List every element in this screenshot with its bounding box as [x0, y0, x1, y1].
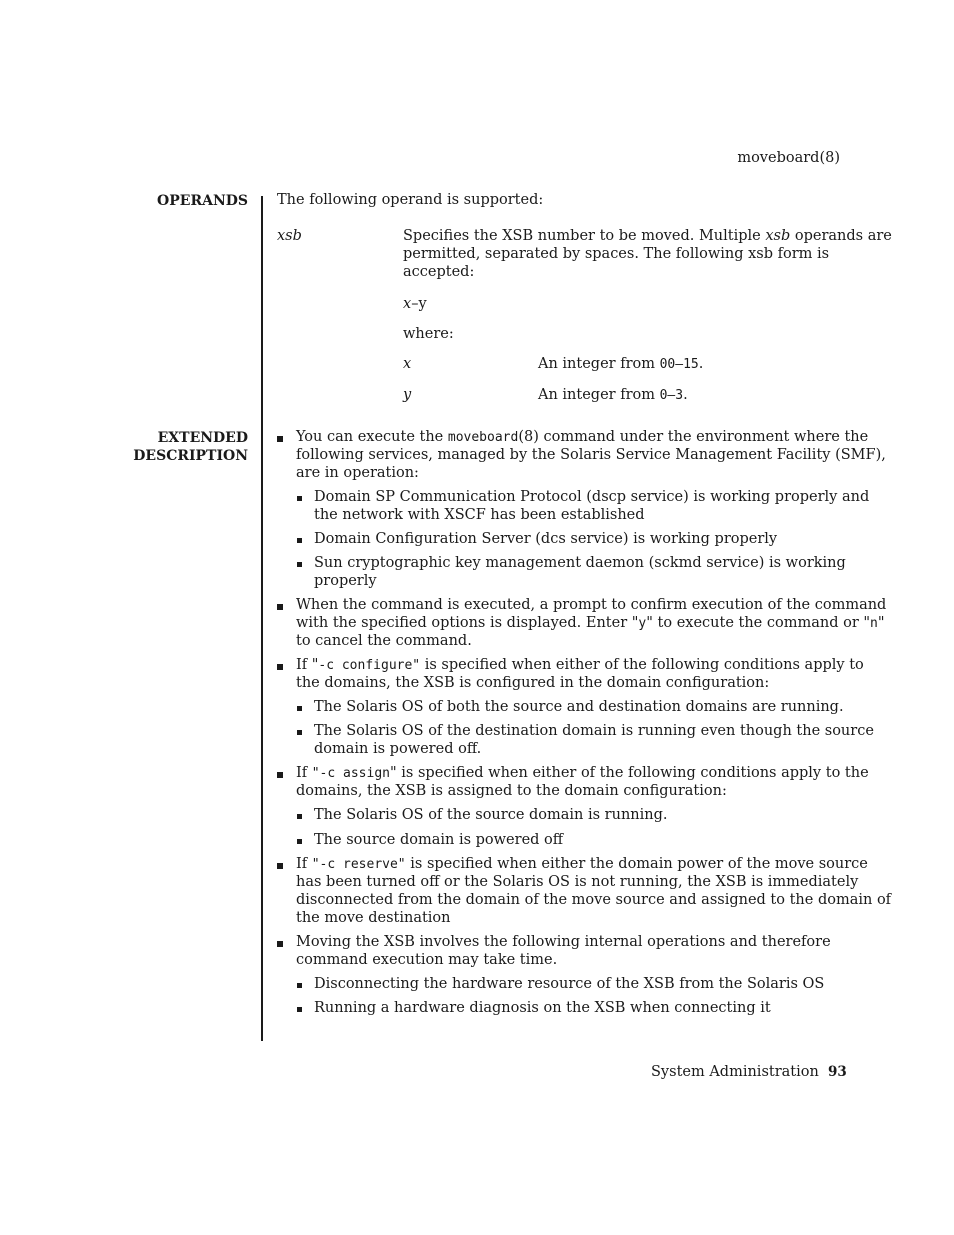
sub-bullet-marker — [297, 562, 302, 567]
sub-bullet-1-1-line-2: the network with XSCF has been established — [314, 507, 645, 523]
operand-form: x–y — [403, 296, 427, 312]
operands-heading: OPERANDS — [157, 193, 248, 209]
heading-line-2: DESCRIPTION — [133, 448, 248, 464]
bullet-marker — [277, 863, 283, 869]
sub-bullet-1-3-line-1: Sun cryptographic key management daemon (sckmd service) is working — [314, 555, 846, 571]
sub-bullet-marker — [297, 814, 302, 819]
page-number: 93 — [828, 1064, 847, 1080]
sub-bullet-6-1: Disconnecting the hardware resource of the XSB from the Solaris OS — [314, 976, 825, 992]
sub-bullet-marker — [297, 706, 302, 711]
bullet-2-line-3: to cancel the command. — [296, 633, 472, 649]
section-rule — [261, 196, 263, 1041]
bullet-marker — [277, 436, 283, 442]
bullet-4-line-1: If "-c assign" is specified when either of the following conditions apply to the — [296, 765, 869, 781]
bullet-6-line-2: command execution may take time. — [296, 952, 558, 968]
def-term-y: y — [403, 387, 412, 403]
extended-description-heading — [133, 429, 248, 465]
operand-desc-line-1: Specifies the XSB number to be moved. Multiple xsb operands are — [403, 228, 892, 244]
operand-desc-line-2: permitted, separated by spaces. The following xsb form is — [403, 246, 830, 262]
operands-intro: The following operand is supported: — [277, 192, 544, 208]
operand-term: xsb — [277, 228, 302, 244]
bullet-2-line-2: with the specified options is displayed. Enter "y" to execute the command or "n" — [296, 615, 885, 631]
def-term-x: x — [403, 356, 412, 372]
def-text-x: An integer from 00–15. — [538, 356, 704, 372]
heading-line-1: EXTENDED — [157, 430, 248, 446]
bullet-1-line-2: following services, managed by the Solaris Service Management Facility (SMF), — [296, 447, 886, 463]
sub-bullet-4-2: The source domain is powered off — [314, 832, 564, 848]
bullet-3-line-1: If "-c configure" is specified when either of the following conditions apply to — [296, 657, 864, 673]
sub-bullet-1-1-line-1: Domain SP Communication Protocol (dscp service) is working properly and — [314, 489, 870, 505]
sub-bullet-marker — [297, 1007, 302, 1012]
bullet-marker — [277, 664, 283, 670]
bullet-4-line-2: domains, the XSB is assigned to the domain configuration: — [296, 783, 727, 799]
running-header: moveboard(8) — [737, 150, 840, 166]
bullet-5-line-2: has been turned off or the Solaris OS is not running, the XSB is immediately — [296, 874, 859, 890]
footer-label: System Administration — [651, 1064, 819, 1080]
sub-bullet-3-1: The Solaris OS of both the source and destination domains are running. — [314, 699, 844, 715]
sub-bullet-marker — [297, 730, 302, 735]
bullet-5-line-3: disconnected from the domain of the move source and assigned to the domain of — [296, 892, 892, 908]
bullet-3-line-2: the domains, the XSB is configured in the domain configuration: — [296, 675, 770, 691]
sub-bullet-1-2: Domain Configuration Server (dcs service) is working properly — [314, 531, 778, 547]
sub-bullet-marker — [297, 538, 302, 543]
bullet-marker — [277, 604, 283, 610]
sub-bullet-3-2-line-1: The Solaris OS of the destination domain is running even though the source — [314, 723, 874, 739]
bullet-marker — [277, 772, 283, 778]
bullet-2-line-1: When the command is executed, a prompt to confirm execution of the command — [296, 597, 887, 613]
bullet-1-line-3: are in operation: — [296, 465, 419, 481]
operand-desc-line-3: accepted: — [403, 264, 475, 280]
sub-bullet-marker — [297, 839, 302, 844]
sub-bullet-6-2: Running a hardware diagnosis on the XSB when connecting it — [314, 1000, 771, 1016]
def-text-y: An integer from 0–3. — [538, 387, 688, 403]
bullet-5-line-1: If "-c reserve" is specified when either the domain power of the move source — [296, 856, 868, 872]
operand-where: where: — [403, 326, 454, 342]
sub-bullet-1-3-line-2: properly — [314, 573, 377, 589]
bullet-6-line-1: Moving the XSB involves the following internal operations and therefore — [296, 934, 831, 950]
bullet-5-line-4: the move destination — [296, 910, 451, 926]
bullet-marker — [277, 941, 283, 947]
sub-bullet-marker — [297, 983, 302, 988]
bullet-1-line-1: You can execute the moveboard(8) command under the environment where the — [296, 429, 869, 445]
sub-bullet-4-1: The Solaris OS of the source domain is running. — [314, 807, 668, 823]
sub-bullet-3-2-line-2: domain is powered off. — [314, 741, 482, 757]
sub-bullet-marker — [297, 496, 302, 501]
